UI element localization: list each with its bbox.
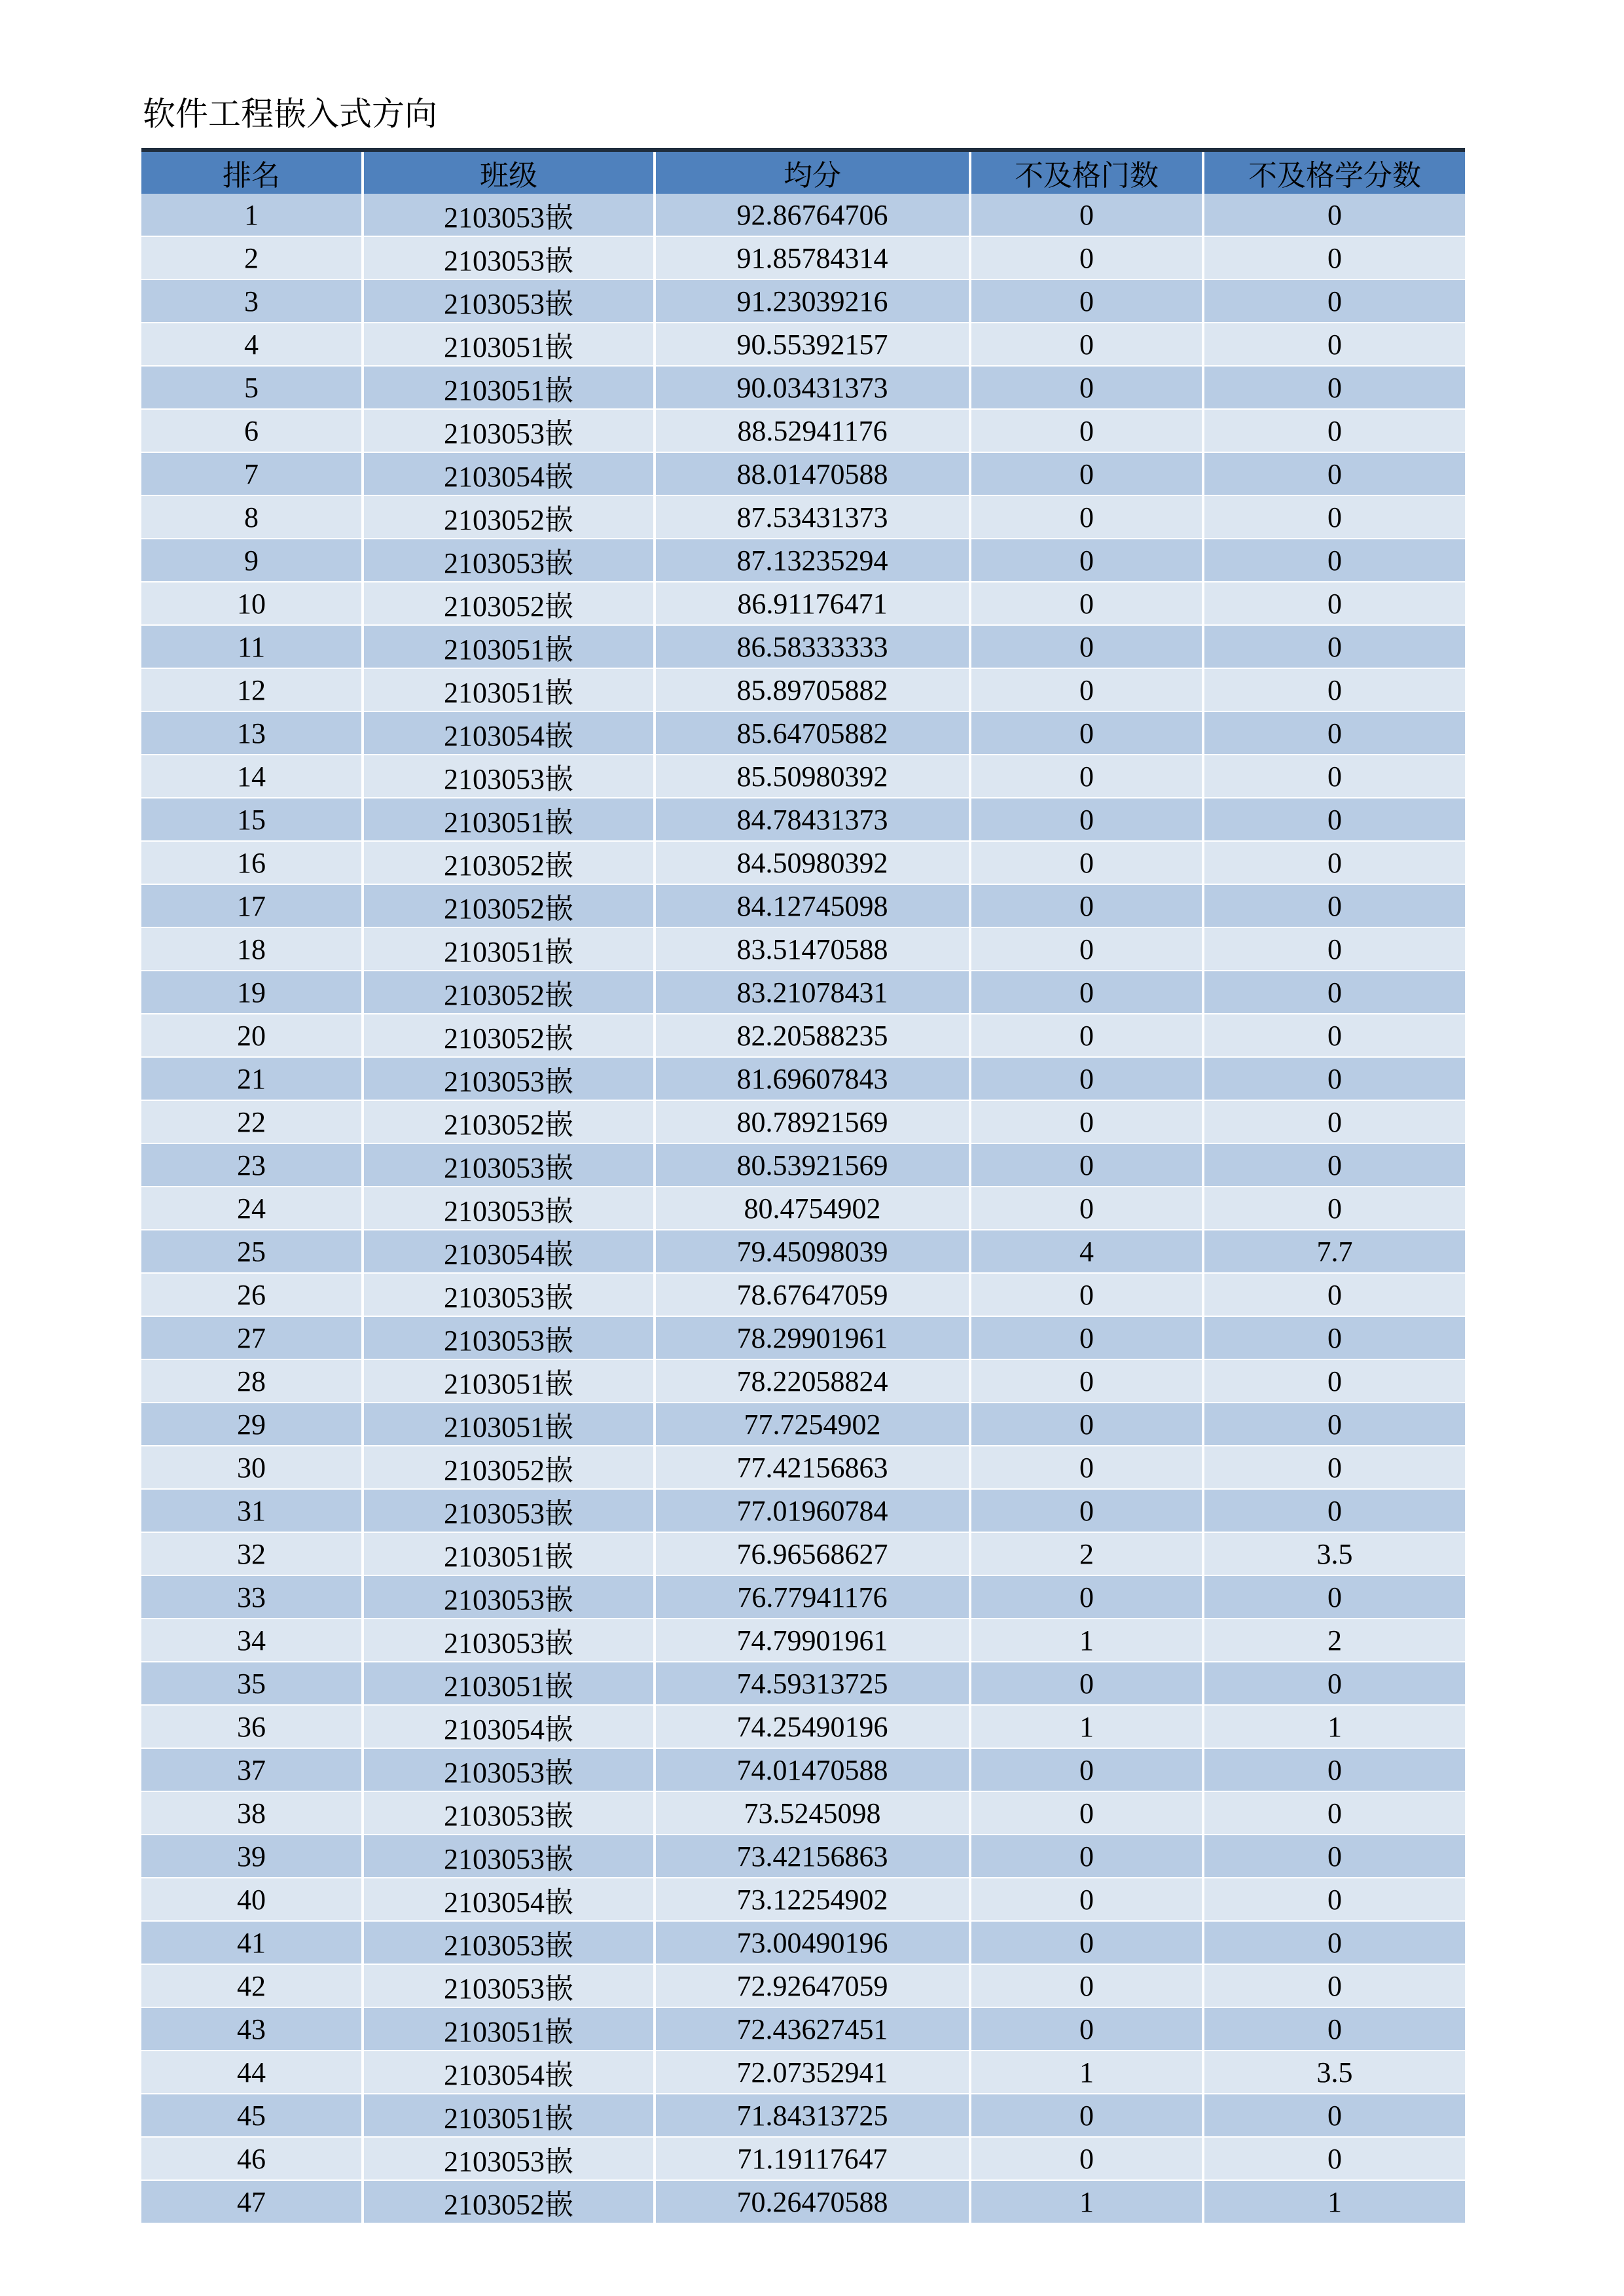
table-row — [141, 539, 1465, 582]
cell-rank: 7 — [141, 452, 363, 495]
cell-failed-courses: 0 — [970, 582, 1203, 625]
cell-average: 83.21078431 — [655, 971, 970, 1014]
cell-rank: 18 — [141, 927, 363, 971]
header-average: 均分 — [655, 150, 970, 194]
cell-rank: 26 — [141, 1273, 363, 1316]
cell-rank: 19 — [141, 971, 363, 1014]
cell-class: 2103053嵌 — [363, 194, 655, 236]
cell-failed-courses: 0 — [970, 194, 1203, 236]
cell-failed-courses: 0 — [970, 1662, 1203, 1705]
cell-failed-courses: 0 — [970, 1878, 1203, 1921]
cell-failed-credits: 0 — [1203, 1662, 1465, 1705]
cell-failed-courses: 0 — [970, 1791, 1203, 1835]
cell-class: 2103051嵌 — [363, 668, 655, 711]
table-row — [141, 1878, 1465, 1921]
table-row — [141, 1403, 1465, 1446]
cell-failed-courses: 0 — [970, 1273, 1203, 1316]
grade-table — [141, 148, 1465, 2224]
cell-class: 2103051嵌 — [363, 1403, 655, 1446]
cell-failed-credits: 0 — [1203, 2094, 1465, 2137]
cell-class: 2103051嵌 — [363, 323, 655, 366]
cell-average: 78.29901961 — [655, 1316, 970, 1359]
cell-rank: 27 — [141, 1316, 363, 1359]
cell-class: 2103053嵌 — [363, 1489, 655, 1532]
cell-class: 2103053嵌 — [363, 1143, 655, 1187]
table-row — [141, 668, 1465, 711]
cell-failed-credits: 0 — [1203, 927, 1465, 971]
cell-class: 2103052嵌 — [363, 495, 655, 539]
cell-average: 78.22058824 — [655, 1359, 970, 1403]
cell-failed-credits: 0 — [1203, 2137, 1465, 2180]
cell-failed-credits: 0 — [1203, 1100, 1465, 1143]
cell-rank: 10 — [141, 582, 363, 625]
cell-average: 76.77941176 — [655, 1575, 970, 1619]
table-row — [141, 1532, 1465, 1575]
table-row — [141, 582, 1465, 625]
table-row — [141, 1705, 1465, 1748]
table-row — [141, 1748, 1465, 1791]
table-row — [141, 495, 1465, 539]
table-row — [141, 971, 1465, 1014]
table-row — [141, 798, 1465, 841]
cell-rank: 29 — [141, 1403, 363, 1446]
cell-rank: 43 — [141, 2007, 363, 2051]
cell-failed-credits: 3.5 — [1203, 1532, 1465, 1575]
cell-class: 2103053嵌 — [363, 2137, 655, 2180]
cell-failed-courses: 0 — [970, 1403, 1203, 1446]
cell-failed-courses: 0 — [970, 798, 1203, 841]
cell-class: 2103053嵌 — [363, 539, 655, 582]
cell-failed-credits: 0 — [1203, 884, 1465, 927]
cell-rank: 8 — [141, 495, 363, 539]
cell-failed-credits: 0 — [1203, 1316, 1465, 1359]
cell-failed-credits: 0 — [1203, 279, 1465, 323]
cell-class: 2103053嵌 — [363, 1057, 655, 1100]
table-row — [141, 2094, 1465, 2137]
cell-average: 74.01470588 — [655, 1748, 970, 1791]
table-row — [141, 1143, 1465, 1187]
cell-failed-credits: 0 — [1203, 582, 1465, 625]
table-row — [141, 452, 1465, 495]
cell-rank: 46 — [141, 2137, 363, 2180]
cell-failed-courses: 0 — [970, 1964, 1203, 2007]
cell-average: 90.03431373 — [655, 366, 970, 409]
cell-failed-courses: 0 — [970, 409, 1203, 452]
cell-failed-credits: 0 — [1203, 1748, 1465, 1791]
cell-failed-courses: 0 — [970, 452, 1203, 495]
table-row — [141, 1575, 1465, 1619]
cell-failed-credits: 0 — [1203, 236, 1465, 279]
cell-failed-credits: 0 — [1203, 625, 1465, 668]
cell-failed-credits: 0 — [1203, 1403, 1465, 1446]
cell-failed-courses: 1 — [970, 2051, 1203, 2094]
cell-average: 85.50980392 — [655, 755, 970, 798]
cell-failed-credits: 0 — [1203, 841, 1465, 884]
cell-average: 70.26470588 — [655, 2180, 970, 2223]
cell-failed-courses: 0 — [970, 1446, 1203, 1489]
cell-failed-courses: 1 — [970, 1619, 1203, 1662]
cell-rank: 44 — [141, 2051, 363, 2094]
cell-failed-credits: 0 — [1203, 1446, 1465, 1489]
cell-class: 2103054嵌 — [363, 1230, 655, 1273]
cell-rank: 11 — [141, 625, 363, 668]
cell-rank: 32 — [141, 1532, 363, 1575]
cell-failed-credits: 0 — [1203, 1057, 1465, 1100]
cell-rank: 28 — [141, 1359, 363, 1403]
cell-failed-courses: 0 — [970, 625, 1203, 668]
table-row — [141, 366, 1465, 409]
cell-failed-credits: 0 — [1203, 366, 1465, 409]
cell-failed-courses: 0 — [970, 971, 1203, 1014]
cell-class: 2103052嵌 — [363, 582, 655, 625]
cell-average: 81.69607843 — [655, 1057, 970, 1100]
cell-failed-courses: 0 — [970, 1014, 1203, 1057]
cell-class: 2103052嵌 — [363, 1446, 655, 1489]
table-row — [141, 2051, 1465, 2094]
cell-rank: 36 — [141, 1705, 363, 1748]
cell-failed-credits: 0 — [1203, 668, 1465, 711]
cell-class: 2103053嵌 — [363, 279, 655, 323]
cell-rank: 20 — [141, 1014, 363, 1057]
cell-failed-credits: 0 — [1203, 1143, 1465, 1187]
cell-class: 2103052嵌 — [363, 2180, 655, 2223]
cell-failed-courses: 0 — [970, 1489, 1203, 1532]
table-row — [141, 323, 1465, 366]
header-failed-courses: 不及格门数 — [970, 150, 1203, 194]
cell-average: 84.78431373 — [655, 798, 970, 841]
table-row — [141, 625, 1465, 668]
cell-class: 2103053嵌 — [363, 1316, 655, 1359]
cell-failed-courses: 0 — [970, 1921, 1203, 1964]
cell-average: 83.51470588 — [655, 927, 970, 971]
cell-average: 80.78921569 — [655, 1100, 970, 1143]
cell-failed-credits: 0 — [1203, 798, 1465, 841]
cell-rank: 39 — [141, 1835, 363, 1878]
cell-class: 2103053嵌 — [363, 1273, 655, 1316]
cell-rank: 38 — [141, 1791, 363, 1835]
cell-class: 2103053嵌 — [363, 1748, 655, 1791]
cell-failed-credits: 0 — [1203, 1273, 1465, 1316]
cell-class: 2103051嵌 — [363, 625, 655, 668]
table-row — [141, 1791, 1465, 1835]
cell-class: 2103051嵌 — [363, 2094, 655, 2137]
cell-rank: 30 — [141, 1446, 363, 1489]
table-row — [141, 2180, 1465, 2223]
cell-failed-credits: 1 — [1203, 2180, 1465, 2223]
cell-class: 2103052嵌 — [363, 1014, 655, 1057]
table-row — [141, 279, 1465, 323]
cell-failed-credits: 0 — [1203, 971, 1465, 1014]
cell-failed-credits: 0 — [1203, 2007, 1465, 2051]
table-row — [141, 1489, 1465, 1532]
cell-class: 2103051嵌 — [363, 2007, 655, 2051]
table-row — [141, 1835, 1465, 1878]
cell-rank: 40 — [141, 1878, 363, 1921]
cell-average: 77.01960784 — [655, 1489, 970, 1532]
table-row — [141, 1662, 1465, 1705]
table-row — [141, 927, 1465, 971]
cell-failed-courses: 0 — [970, 1748, 1203, 1791]
cell-class: 2103053嵌 — [363, 1575, 655, 1619]
cell-failed-courses: 1 — [970, 2180, 1203, 2223]
cell-average: 82.20588235 — [655, 1014, 970, 1057]
cell-failed-credits: 0 — [1203, 711, 1465, 755]
table-row — [141, 755, 1465, 798]
cell-failed-courses: 0 — [970, 1835, 1203, 1878]
table-row — [141, 841, 1465, 884]
cell-rank: 2 — [141, 236, 363, 279]
table-row — [141, 1619, 1465, 1662]
cell-class: 2103051嵌 — [363, 798, 655, 841]
cell-failed-credits: 0 — [1203, 1575, 1465, 1619]
cell-failed-courses: 0 — [970, 323, 1203, 366]
cell-failed-credits: 0 — [1203, 1791, 1465, 1835]
cell-average: 87.53431373 — [655, 495, 970, 539]
cell-failed-credits: 2 — [1203, 1619, 1465, 1662]
cell-rank: 16 — [141, 841, 363, 884]
header-rank: 排名 — [141, 150, 363, 194]
cell-rank: 9 — [141, 539, 363, 582]
cell-class: 2103053嵌 — [363, 1619, 655, 1662]
cell-average: 74.59313725 — [655, 1662, 970, 1705]
cell-average: 72.43627451 — [655, 2007, 970, 2051]
cell-average: 76.96568627 — [655, 1532, 970, 1575]
cell-class: 2103053嵌 — [363, 1835, 655, 1878]
cell-rank: 23 — [141, 1143, 363, 1187]
cell-failed-courses: 0 — [970, 495, 1203, 539]
cell-average: 80.53921569 — [655, 1143, 970, 1187]
cell-average: 71.84313725 — [655, 2094, 970, 2137]
cell-failed-courses: 0 — [970, 279, 1203, 323]
cell-average: 85.89705882 — [655, 668, 970, 711]
cell-failed-courses: 1 — [970, 1705, 1203, 1748]
cell-class: 2103051嵌 — [363, 1662, 655, 1705]
cell-failed-courses: 0 — [970, 668, 1203, 711]
cell-average: 73.42156863 — [655, 1835, 970, 1878]
cell-class: 2103053嵌 — [363, 755, 655, 798]
cell-average: 79.45098039 — [655, 1230, 970, 1273]
cell-average: 74.25490196 — [655, 1705, 970, 1748]
cell-failed-courses: 0 — [970, 1100, 1203, 1143]
cell-failed-credits: 0 — [1203, 1921, 1465, 1964]
cell-failed-courses: 0 — [970, 236, 1203, 279]
table-row — [141, 409, 1465, 452]
cell-failed-courses: 0 — [970, 841, 1203, 884]
cell-rank: 4 — [141, 323, 363, 366]
cell-average: 92.86764706 — [655, 194, 970, 236]
cell-rank: 47 — [141, 2180, 363, 2223]
cell-failed-courses: 0 — [970, 1575, 1203, 1619]
cell-class: 2103053嵌 — [363, 1921, 655, 1964]
cell-failed-credits: 0 — [1203, 495, 1465, 539]
cell-rank: 13 — [141, 711, 363, 755]
cell-failed-courses: 0 — [970, 1359, 1203, 1403]
cell-average: 72.92647059 — [655, 1964, 970, 2007]
cell-failed-courses: 0 — [970, 1187, 1203, 1230]
cell-class: 2103054嵌 — [363, 711, 655, 755]
cell-class: 2103052嵌 — [363, 841, 655, 884]
table-row — [141, 1964, 1465, 2007]
cell-rank: 15 — [141, 798, 363, 841]
cell-average: 87.13235294 — [655, 539, 970, 582]
cell-average: 73.00490196 — [655, 1921, 970, 1964]
cell-rank: 21 — [141, 1057, 363, 1100]
header-row — [141, 150, 1465, 194]
cell-rank: 6 — [141, 409, 363, 452]
table-row — [141, 194, 1465, 236]
page-title: 软件工程嵌入式方向 — [143, 96, 437, 132]
cell-average: 73.12254902 — [655, 1878, 970, 1921]
cell-class: 2103053嵌 — [363, 409, 655, 452]
cell-class: 2103052嵌 — [363, 971, 655, 1014]
cell-class: 2103053嵌 — [363, 236, 655, 279]
cell-failed-credits: 0 — [1203, 452, 1465, 495]
cell-class: 2103052嵌 — [363, 1100, 655, 1143]
cell-average: 85.64705882 — [655, 711, 970, 755]
cell-failed-credits: 0 — [1203, 1489, 1465, 1532]
cell-rank: 17 — [141, 884, 363, 927]
cell-failed-credits: 0 — [1203, 1878, 1465, 1921]
cell-class: 2103053嵌 — [363, 1964, 655, 2007]
cell-failed-courses: 0 — [970, 2094, 1203, 2137]
table-row — [141, 1014, 1465, 1057]
cell-failed-credits: 0 — [1203, 1835, 1465, 1878]
table-row — [141, 1359, 1465, 1403]
cell-rank: 12 — [141, 668, 363, 711]
cell-class: 2103051嵌 — [363, 1359, 655, 1403]
cell-average: 84.50980392 — [655, 841, 970, 884]
cell-class: 2103054嵌 — [363, 1878, 655, 1921]
cell-average: 84.12745098 — [655, 884, 970, 927]
cell-failed-courses: 0 — [970, 755, 1203, 798]
cell-failed-courses: 0 — [970, 1316, 1203, 1359]
cell-rank: 45 — [141, 2094, 363, 2137]
grade-table-container — [141, 148, 1465, 2224]
cell-failed-courses: 2 — [970, 1532, 1203, 1575]
cell-class: 2103054嵌 — [363, 1705, 655, 1748]
cell-failed-credits: 7.7 — [1203, 1230, 1465, 1273]
cell-failed-courses: 0 — [970, 1143, 1203, 1187]
cell-class: 2103053嵌 — [363, 1187, 655, 1230]
cell-failed-credits: 0 — [1203, 194, 1465, 236]
cell-average: 71.19117647 — [655, 2137, 970, 2180]
cell-class: 2103051嵌 — [363, 366, 655, 409]
cell-rank: 1 — [141, 194, 363, 236]
cell-average: 88.52941176 — [655, 409, 970, 452]
table-row — [141, 236, 1465, 279]
cell-rank: 3 — [141, 279, 363, 323]
cell-average: 74.79901961 — [655, 1619, 970, 1662]
cell-rank: 25 — [141, 1230, 363, 1273]
table-row — [141, 1316, 1465, 1359]
cell-rank: 31 — [141, 1489, 363, 1532]
table-row — [141, 2007, 1465, 2051]
cell-average: 86.91176471 — [655, 582, 970, 625]
header-failed-credits: 不及格学分数 — [1203, 150, 1465, 194]
cell-class: 2103054嵌 — [363, 2051, 655, 2094]
cell-failed-credits: 0 — [1203, 323, 1465, 366]
cell-rank: 41 — [141, 1921, 363, 1964]
cell-rank: 14 — [141, 755, 363, 798]
table-row — [141, 1446, 1465, 1489]
table-header — [141, 150, 1465, 194]
cell-average: 88.01470588 — [655, 452, 970, 495]
cell-rank: 34 — [141, 1619, 363, 1662]
cell-rank: 22 — [141, 1100, 363, 1143]
cell-average: 91.23039216 — [655, 279, 970, 323]
cell-class: 2103054嵌 — [363, 452, 655, 495]
header-class: 班级 — [363, 150, 655, 194]
cell-failed-courses: 0 — [970, 2137, 1203, 2180]
cell-rank: 33 — [141, 1575, 363, 1619]
table-row — [141, 1273, 1465, 1316]
cell-failed-courses: 0 — [970, 927, 1203, 971]
cell-failed-courses: 0 — [970, 539, 1203, 582]
table-row — [141, 1921, 1465, 1964]
cell-failed-courses: 0 — [970, 1057, 1203, 1100]
cell-failed-credits: 3.5 — [1203, 2051, 1465, 2094]
table-row — [141, 711, 1465, 755]
cell-average: 86.58333333 — [655, 625, 970, 668]
cell-average: 73.5245098 — [655, 1791, 970, 1835]
table-row — [141, 2137, 1465, 2180]
cell-failed-credits: 0 — [1203, 409, 1465, 452]
cell-rank: 42 — [141, 1964, 363, 2007]
table-body — [141, 194, 1465, 2223]
table-row — [141, 884, 1465, 927]
cell-failed-credits: 0 — [1203, 1964, 1465, 2007]
table-row — [141, 1100, 1465, 1143]
cell-class: 2103051嵌 — [363, 1532, 655, 1575]
cell-rank: 37 — [141, 1748, 363, 1791]
cell-average: 72.07352941 — [655, 2051, 970, 2094]
cell-rank: 5 — [141, 366, 363, 409]
cell-failed-credits: 1 — [1203, 1705, 1465, 1748]
cell-class: 2103051嵌 — [363, 927, 655, 971]
table-row — [141, 1187, 1465, 1230]
cell-class: 2103053嵌 — [363, 1791, 655, 1835]
cell-rank: 24 — [141, 1187, 363, 1230]
cell-failed-credits: 0 — [1203, 755, 1465, 798]
cell-average: 90.55392157 — [655, 323, 970, 366]
cell-rank: 35 — [141, 1662, 363, 1705]
cell-class: 2103052嵌 — [363, 884, 655, 927]
cell-average: 80.4754902 — [655, 1187, 970, 1230]
table-row — [141, 1057, 1465, 1100]
cell-failed-courses: 0 — [970, 884, 1203, 927]
cell-failed-credits: 0 — [1203, 1187, 1465, 1230]
cell-average: 77.7254902 — [655, 1403, 970, 1446]
cell-failed-courses: 0 — [970, 366, 1203, 409]
cell-average: 77.42156863 — [655, 1446, 970, 1489]
cell-failed-credits: 0 — [1203, 1359, 1465, 1403]
cell-average: 91.85784314 — [655, 236, 970, 279]
cell-failed-courses: 0 — [970, 711, 1203, 755]
cell-average: 78.67647059 — [655, 1273, 970, 1316]
table-row — [141, 1230, 1465, 1273]
cell-failed-courses: 4 — [970, 1230, 1203, 1273]
cell-failed-courses: 0 — [970, 2007, 1203, 2051]
cell-failed-credits: 0 — [1203, 1014, 1465, 1057]
cell-failed-credits: 0 — [1203, 539, 1465, 582]
